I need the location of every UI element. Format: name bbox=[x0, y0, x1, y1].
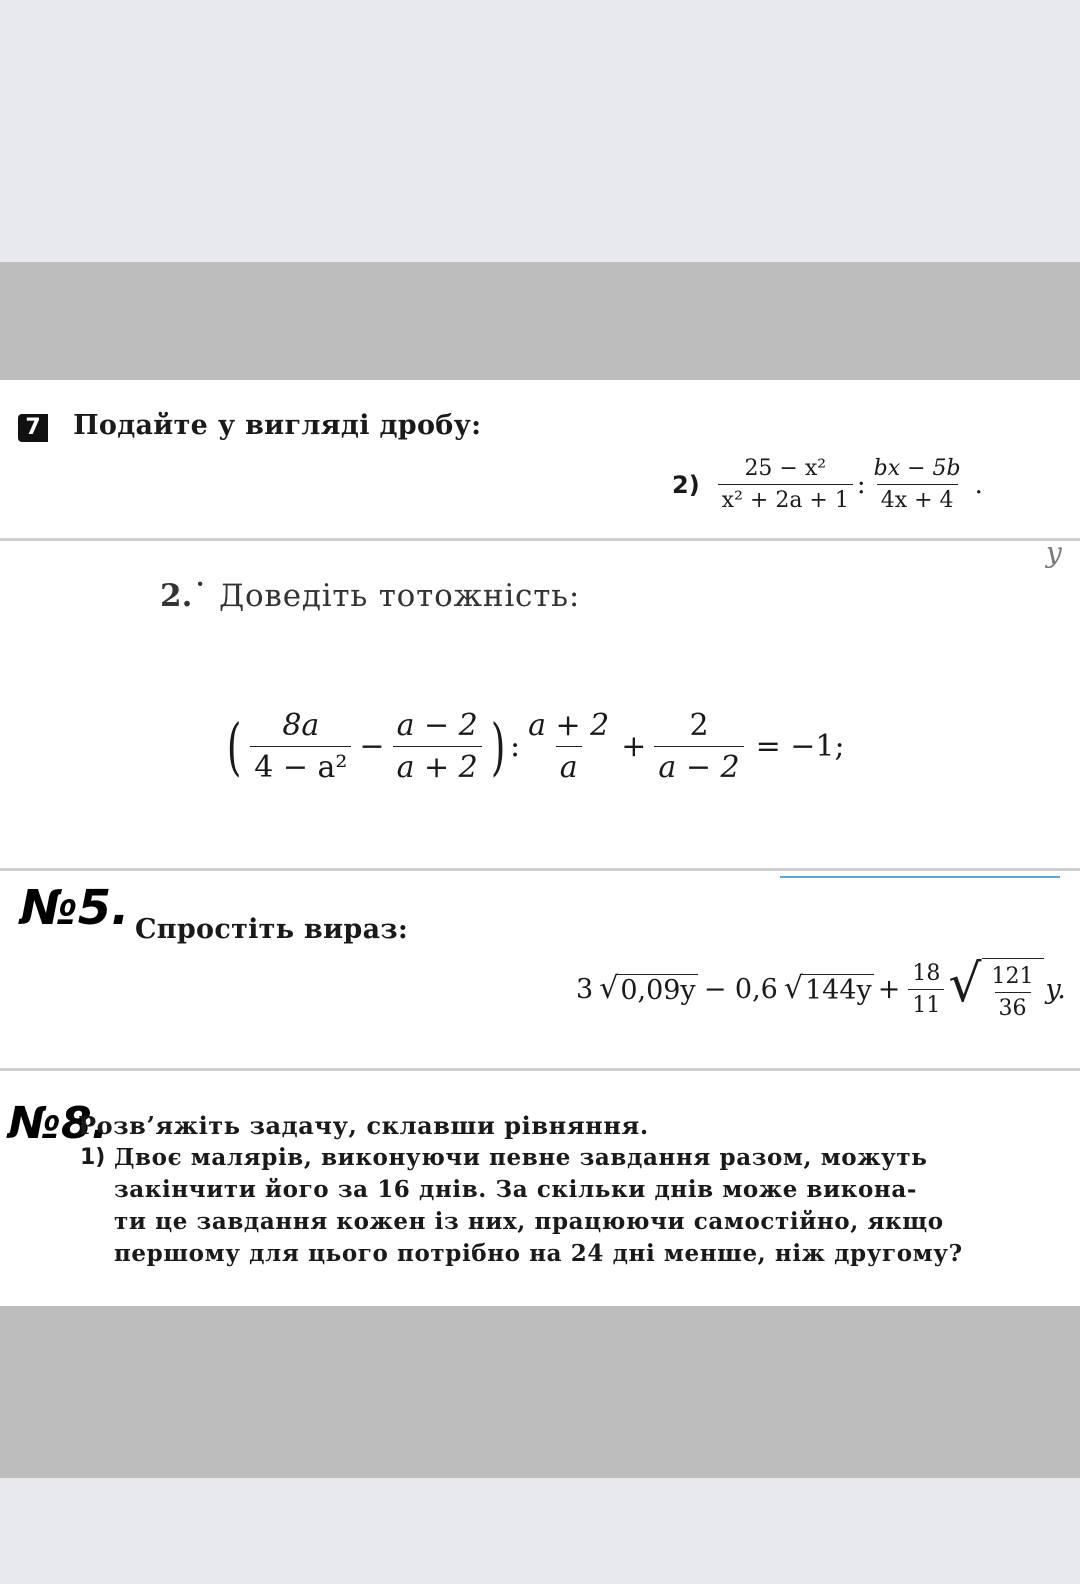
task-number: 2.˙ bbox=[160, 578, 208, 614]
task-title: Спростіть вираз: bbox=[135, 914, 409, 945]
item-label: 1) bbox=[80, 1145, 106, 1170]
item-label: 2) bbox=[672, 470, 700, 499]
handwritten-number: №8. bbox=[8, 1098, 109, 1149]
problem-line: Двоє малярів, виконуючи певне завдання разом, можуть bbox=[114, 1144, 928, 1171]
square-root: √ 0,09y bbox=[599, 970, 696, 1006]
fraction: $\frac{8a}{\text{4 − a²}}$ bbox=[250, 708, 351, 785]
task7-expression: 2) $\frac{\text{25 − x²}}{\text{x² + 2a + 1}}$ : $\frac{bx - 5b}{4x + 4}$ . bbox=[672, 456, 983, 513]
fraction: $\frac{a - 2}{a + 2}$ bbox=[393, 708, 482, 785]
separator bbox=[0, 538, 1080, 541]
fraction: $\frac{2}{a - 2}$ bbox=[654, 708, 743, 785]
fraction: $\frac{bx - 5b}{4x + 4}$ bbox=[873, 456, 961, 513]
problem-line: ти це завдання кожен із них, працюючи самостійно, якщо bbox=[114, 1208, 944, 1235]
task-title: Доведіть тотожність: bbox=[218, 578, 581, 614]
top-gray-band bbox=[0, 262, 1080, 380]
task-title: Подайте у вигляді дробу: bbox=[73, 410, 482, 441]
task8-problem bbox=[80, 1142, 974, 1270]
task7-header bbox=[18, 410, 481, 442]
square-root: √ 144y bbox=[783, 970, 872, 1006]
task2-identity: ( $\frac{8a}{\text{4 − a²}}$ − $\frac{a - 2}{a + 2}$ ) : $\frac{a + 2}{a}$ + $\frac{2}{a - 2}$ = −1; bbox=[226, 708, 845, 785]
problem-line: першому для цього потрібно на 24 дні менше, ніж другому? bbox=[114, 1240, 963, 1267]
margin-note: y bbox=[1046, 536, 1062, 569]
problem-line: закінчити його за 16 днів. За скільки днів може викона- bbox=[114, 1176, 918, 1203]
task-number-badge: 7 bbox=[18, 414, 48, 442]
task2-header bbox=[160, 578, 580, 614]
separator bbox=[0, 1068, 1080, 1071]
square-root: √ $\frac{121}{36}$ bbox=[948, 958, 1043, 1021]
decorative-line bbox=[780, 876, 1060, 878]
bottom-gray-band bbox=[0, 1306, 1080, 1478]
fraction: $\frac{\text{25 − x²}}{\text{x² + 2a + 1}}$ bbox=[718, 456, 853, 513]
handwritten-number: №5. bbox=[20, 880, 130, 936]
task5-expression: 3 √ 0,09y − 0,6 √ 144y + $\frac{18}{11}$ √ $\frac{121}{36}$ y. bbox=[576, 954, 1066, 1021]
task-title: Розв’яжіть задачу, склавши рівняння. bbox=[78, 1111, 649, 1140]
fraction: $\frac{a + 2}{a}$ bbox=[528, 708, 610, 785]
separator bbox=[0, 868, 1080, 871]
fraction: $\frac{18}{11}$ bbox=[908, 961, 944, 1018]
